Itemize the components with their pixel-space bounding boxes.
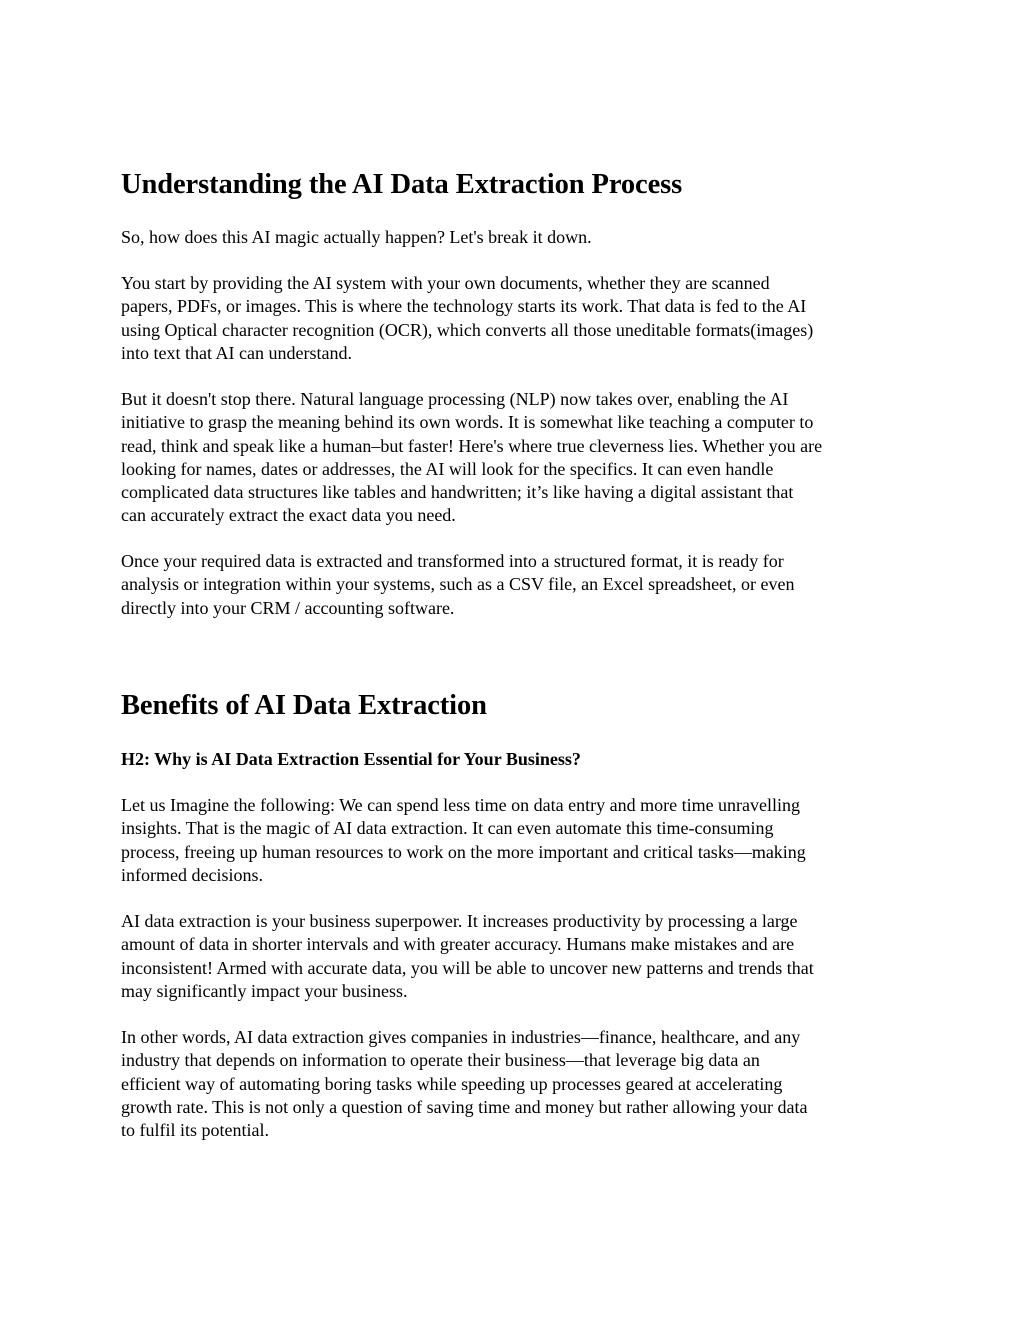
paragraph-line: amount of data in shorter intervals and with greater accuracy. Humans make mistakes and are (121, 934, 795, 955)
paragraph-line: read, think and speak like a human–but faster! Here's where true cleverness lies. Whether you are (121, 435, 823, 456)
paragraph-line: Let us Imagine the following: We can spend less time on data entry and more time unravelling (121, 795, 801, 815)
paragraph-line: initiative to grasp the meaning behind its own words. It is somewhat like teaching a computer to (121, 412, 814, 433)
paragraph-line: into text that AI can understand. (121, 342, 352, 363)
paragraph-line: analysis or integration within your systems, such as a CSV file, an Excel spreadsheet, or even (121, 574, 795, 595)
section-heading-ai-extraction-process: Understanding the AI Data Extraction Process (121, 169, 683, 200)
paragraph-imagine (121, 794, 911, 887)
paragraph-line: directly into your CRM / accounting software. (121, 597, 455, 618)
paragraph-line: complicated data structures like tables and handwritten; it’s like having a digital assistant that (121, 482, 794, 503)
paragraph-line: can accurately extract the exact data you need. (121, 505, 456, 526)
paragraph-line: growth rate. This is not only a question of saving time and money but rather allowing your data (121, 1096, 808, 1117)
paragraph-line: AI data extraction is your business superpower. It increases productivity by processing a large (121, 911, 798, 931)
paragraph-line: using Optical character recognition (OCR), which converts all those uneditable formats(images) (121, 319, 814, 340)
paragraph-line: You start by providing the AI system with your own documents, whether they are scanned (121, 273, 770, 293)
paragraph-superpower (121, 910, 911, 1003)
paragraph-line: industry that depends on information to operate their business—that leverage big data an (121, 1050, 760, 1071)
paragraph-line: papers, PDFs, or images. This is where the technology starts its work. That data is fed to the AI (121, 296, 807, 317)
paragraph-intro (121, 226, 911, 249)
paragraph-line: to fulfil its potential. (121, 1120, 269, 1141)
paragraph-line: insights. That is the magic of AI data extraction. It can even automate this time-consuming (121, 818, 774, 839)
paragraph-line: may significantly impact your business. (121, 980, 408, 1001)
paragraph-ocr (121, 272, 911, 365)
paragraph-line: So, how does this AI magic actually happen? Let's break it down. (121, 227, 592, 247)
paragraph-line: process, freeing up human resources to work on the more important and critical tasks—making (121, 841, 806, 862)
paragraph-line: informed decisions. (121, 864, 263, 885)
section-heading-benefits: Benefits of AI Data Extraction (121, 690, 487, 721)
subheading-why-essential: H2: Why is AI Data Extraction Essential for Your Business? (121, 749, 581, 769)
paragraph-line: efficient way of automating boring tasks while speeding up processes geared at accelerating (121, 1073, 783, 1094)
paragraph-in-other-words (121, 1026, 911, 1142)
paragraph-line: In other words, AI data extraction gives companies in industries—finance, healthcare, and any (121, 1027, 801, 1047)
paragraph-line: inconsistent! Armed with accurate data, you will be able to uncover new patterns and trends that (121, 957, 814, 978)
paragraph-line: But it doesn't stop there. Natural language processing (NLP) now takes over, enabling the AI (121, 389, 789, 409)
paragraph-nlp (121, 388, 911, 528)
paragraph-structured-output (121, 550, 911, 620)
paragraph-line: Once your required data is extracted and transformed into a structured format, it is ready for (121, 551, 784, 571)
paragraph-line: looking for names, dates or addresses, the AI will look for the specifics. It can even handle (121, 458, 774, 479)
